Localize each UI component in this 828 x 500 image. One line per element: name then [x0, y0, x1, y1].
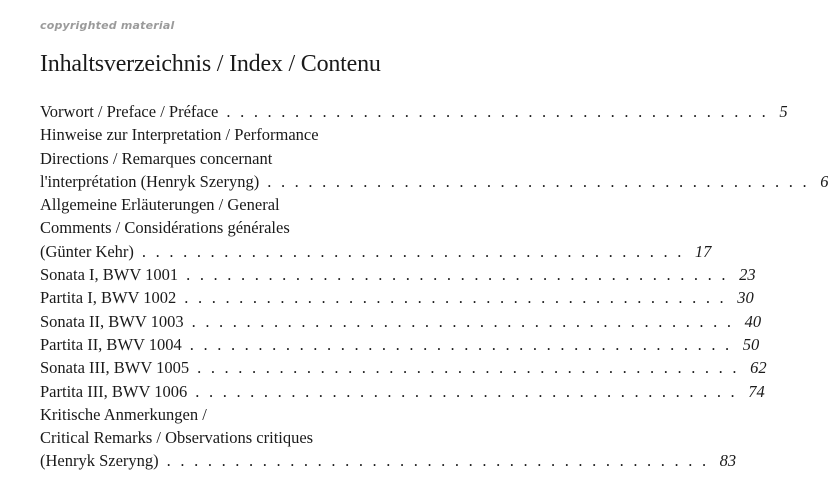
dot-leader: ........................................	[195, 381, 745, 401]
toc-entry-title: Critical Remarks / Observations critiques	[40, 428, 314, 448]
toc-entry-preface	[40, 100, 788, 123]
page-title: Inhaltsverzeichnis / Index / Contenu	[40, 51, 381, 77]
toc-entry-line	[40, 100, 788, 123]
toc-page-number: 5	[779, 102, 788, 121]
dot-leader: ........................................	[267, 171, 817, 191]
dot-leader: ........................................	[197, 358, 747, 378]
toc-entry-sonata-2	[40, 310, 762, 333]
toc-page-number: 40	[744, 311, 762, 331]
toc-entry-line	[40, 356, 767, 379]
toc-entry-partita-1	[40, 286, 754, 309]
toc-entry-line	[40, 310, 762, 333]
toc-page-number: 74	[748, 381, 765, 401]
dot-leader: ........................................	[141, 241, 691, 261]
toc-entry-line	[40, 240, 712, 263]
toc-entry-line	[40, 216, 406, 239]
toc-entry-title: (Günter Kehr)	[40, 241, 134, 261]
toc-entry-general-comments	[40, 193, 712, 263]
dot-leader: ........................................	[189, 334, 739, 354]
toc-page-number: 17	[694, 241, 712, 261]
toc-page-number: 83	[719, 451, 737, 471]
toc-entry-title: Directions / Remarques concernant	[40, 148, 273, 168]
table-of-contents	[40, 100, 828, 473]
toc-entry-title: (Henryk Szeryng)	[40, 451, 159, 471]
toc-entry-title: l'interprétation (Henryk Szeryng)	[40, 171, 260, 191]
toc-entry-title: Allgemeine Erläuterungen / General	[40, 195, 280, 215]
toc-entry-line	[40, 380, 765, 403]
toc-entry-critical-remarks	[40, 403, 737, 473]
toc-entry-title: Comments / Considérations générales	[40, 218, 290, 238]
toc-entry-title: Partita III, BWV 1006	[40, 381, 188, 401]
toc-entry-title: Sonata II, BWV 1003	[40, 311, 184, 331]
toc-entry-title: Sonata I, BWV 1001	[40, 265, 179, 285]
dot-leader: ........................................	[191, 311, 741, 331]
toc-entry-line	[40, 333, 760, 356]
dot-leader: ........................................	[166, 451, 716, 471]
toc-page-number: 23	[739, 265, 756, 285]
toc-entry-line	[40, 193, 406, 216]
toc-entry-title: Vorwort / Preface / Préface	[40, 102, 219, 121]
toc-entry-title: Kritische Anmerkungen /	[40, 404, 207, 424]
toc-entry-sonata-3	[40, 356, 767, 379]
toc-entry-sonata-1	[40, 263, 756, 286]
toc-entry-partita-3	[40, 380, 765, 403]
toc-entry-line	[40, 147, 406, 170]
dot-leader: ........................................	[226, 102, 776, 121]
toc-entry-title: Partita II, BWV 1004	[40, 334, 182, 354]
copyright-watermark: copyrighted material	[40, 19, 175, 32]
toc-entry-performance-directions	[40, 123, 828, 193]
toc-entry-line	[40, 170, 828, 193]
dot-leader: ........................................	[184, 288, 734, 308]
dot-leader: ........................................	[186, 265, 736, 285]
toc-entry-line	[40, 263, 756, 286]
toc-page-number: 6	[820, 171, 828, 191]
toc-entry-partita-2	[40, 333, 760, 356]
toc-page-number: 62	[750, 358, 767, 378]
toc-entry-line	[40, 123, 406, 146]
toc-entry-title: Hinweise zur Interpretation / Performance	[40, 125, 319, 145]
toc-entry-line	[40, 426, 406, 449]
toc-entry-line	[40, 286, 754, 309]
toc-entry-title: Sonata III, BWV 1005	[40, 358, 190, 378]
toc-page-number: 50	[742, 334, 760, 354]
toc-entry-line	[40, 449, 737, 472]
toc-page-number: 30	[737, 288, 754, 308]
toc-entry-title: Partita I, BWV 1002	[40, 288, 177, 308]
toc-entry-line	[40, 403, 406, 426]
